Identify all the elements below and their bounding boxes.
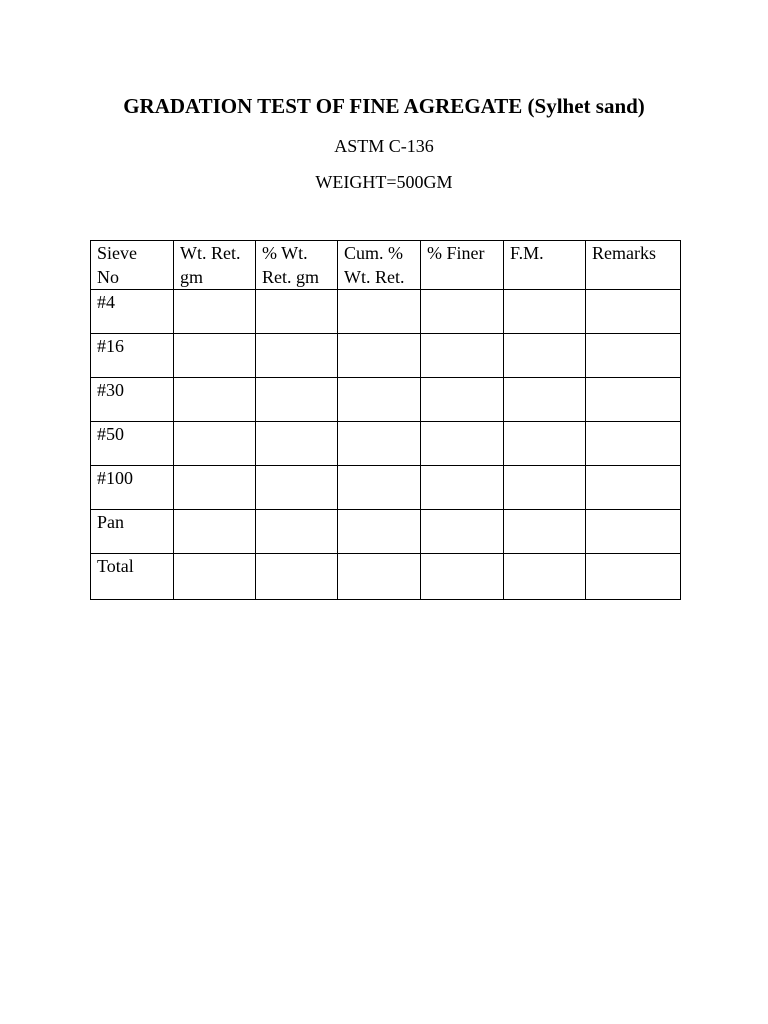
- percent-wt-ret-cell: [256, 466, 338, 510]
- wt-ret-cell: [174, 422, 256, 466]
- sieve-no-cell: #4: [91, 290, 174, 334]
- fm-cell: [504, 554, 586, 600]
- header-line: % Wt.: [262, 243, 308, 263]
- percent-wt-ret-cell: [256, 422, 338, 466]
- header-percent-wt-ret: [256, 241, 338, 290]
- wt-ret-cell: [174, 290, 256, 334]
- percent-wt-ret-cell: [256, 334, 338, 378]
- document-title: GRADATION TEST OF FINE AGREGATE (Sylhet sand): [123, 94, 645, 118]
- wt-ret-cell: [174, 510, 256, 554]
- percent-wt-ret-cell: [256, 510, 338, 554]
- header-line: gm: [180, 267, 204, 287]
- percent-finer-cell: [421, 554, 504, 600]
- percent-wt-ret-cell: [256, 378, 338, 422]
- cum-percent-cell: [338, 378, 421, 422]
- header-line: Cum. %: [344, 243, 404, 263]
- header-percent-finer: [421, 241, 504, 290]
- header-remarks: [586, 241, 681, 290]
- table-header-row: [91, 241, 681, 290]
- fm-cell: [504, 422, 586, 466]
- sample-weight: WEIGHT=500GM: [315, 172, 453, 192]
- cum-percent-cell: [338, 290, 421, 334]
- header-line: Sieve: [97, 243, 137, 263]
- wt-ret-cell: [174, 378, 256, 422]
- fm-cell: [504, 378, 586, 422]
- wt-ret-cell: [174, 334, 256, 378]
- remarks-cell: [586, 466, 681, 510]
- wt-ret-cell: [174, 554, 256, 600]
- remarks-cell: [586, 378, 681, 422]
- percent-finer-cell: [421, 422, 504, 466]
- percent-finer-cell: [421, 290, 504, 334]
- table-row: [91, 510, 681, 554]
- table-row: [91, 334, 681, 378]
- sieve-no-cell: #30: [91, 378, 174, 422]
- header-line: Wt. Ret.: [344, 267, 405, 287]
- percent-finer-cell: [421, 334, 504, 378]
- header-cum-percent-wt-ret: [338, 241, 421, 290]
- sieve-no-cell: Pan: [91, 510, 174, 554]
- header-sieve-no: [91, 241, 174, 290]
- fm-cell: [504, 466, 586, 510]
- wt-ret-cell: [174, 466, 256, 510]
- fm-cell: [504, 510, 586, 554]
- table-row-total: [91, 554, 681, 600]
- remarks-cell: [586, 554, 681, 600]
- table-row: [91, 466, 681, 510]
- fm-cell: [504, 290, 586, 334]
- percent-finer-cell: [421, 510, 504, 554]
- sieve-no-cell: #16: [91, 334, 174, 378]
- percent-wt-ret-cell: [256, 290, 338, 334]
- header-fm: [504, 241, 586, 290]
- table-row: [91, 290, 681, 334]
- sieve-no-cell: #100: [91, 466, 174, 510]
- sieve-no-cell: Total: [91, 554, 174, 600]
- percent-wt-ret-cell: [256, 554, 338, 600]
- header-line: Ret. gm: [262, 267, 319, 287]
- gradation-table: [90, 240, 681, 600]
- header-line: No: [97, 267, 119, 287]
- remarks-cell: [586, 334, 681, 378]
- standard-reference: ASTM C-136: [334, 136, 434, 156]
- header-line: % Finer: [427, 243, 485, 263]
- remarks-cell: [586, 290, 681, 334]
- header-wt-ret: [174, 241, 256, 290]
- table-row: [91, 422, 681, 466]
- remarks-cell: [586, 422, 681, 466]
- sieve-no-cell: #50: [91, 422, 174, 466]
- fm-cell: [504, 334, 586, 378]
- cum-percent-cell: [338, 510, 421, 554]
- percent-finer-cell: [421, 466, 504, 510]
- header-line: F.M.: [510, 243, 544, 263]
- cum-percent-cell: [338, 334, 421, 378]
- cum-percent-cell: [338, 466, 421, 510]
- remarks-cell: [586, 510, 681, 554]
- header-line: Remarks: [592, 243, 656, 263]
- table-row: [91, 378, 681, 422]
- cum-percent-cell: [338, 554, 421, 600]
- header-line: Wt. Ret.: [180, 243, 241, 263]
- cum-percent-cell: [338, 422, 421, 466]
- percent-finer-cell: [421, 378, 504, 422]
